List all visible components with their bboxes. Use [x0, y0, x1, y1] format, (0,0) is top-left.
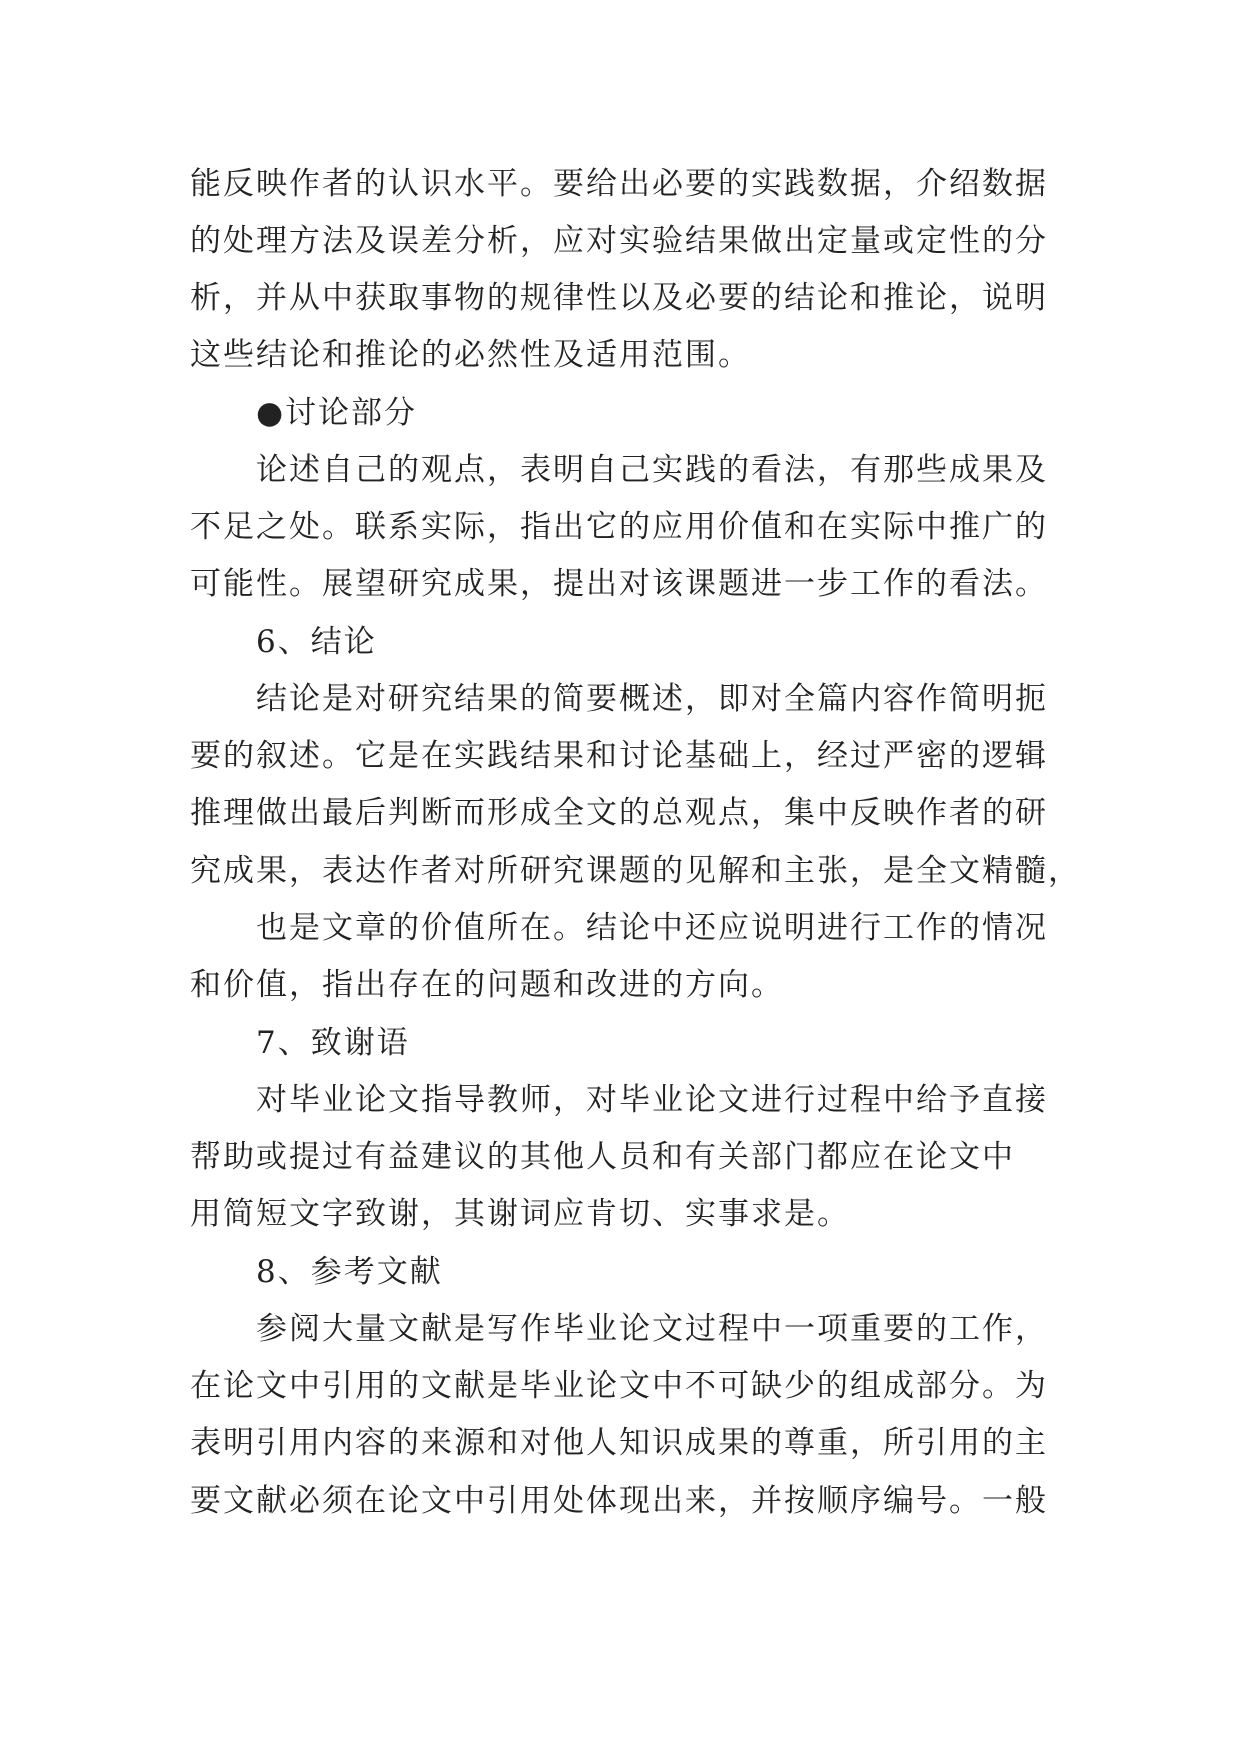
body-line: 不足之处。联系实际，指出它的应用价值和在实际中推广的 — [190, 509, 1048, 545]
body-line: 究成果，表达作者对所研究课题的见解和主张，是全文精髓， — [190, 853, 1081, 889]
section-heading-references: 8、参考文献 — [256, 1254, 443, 1290]
section-heading-conclusion: 6、结论 — [256, 624, 377, 660]
body-line: 用简短文字致谢，其谢词应肯切、实事求是。 — [190, 1196, 850, 1232]
body-line: 能反映作者的认识水平。要给出必要的实践数据，介绍数据 — [190, 166, 1048, 202]
body-line: 推理做出最后判断而形成全文的总观点，集中反映作者的研 — [190, 795, 1048, 831]
body-line: 在论文中引用的文献是毕业论文中不可缺少的组成部分。为 — [190, 1368, 1048, 1404]
section-heading-acknowledgement: 7、致谢语 — [256, 1025, 410, 1061]
body-line: 结论是对研究结果的简要概述，即对全篇内容作简明扼 — [256, 681, 1048, 717]
body-line: 和价值，指出存在的问题和改进的方向。 — [190, 967, 784, 1003]
body-line: 的处理方法及误差分析，应对实验结果做出定量或定性的分 — [190, 223, 1048, 259]
body-line: 表明引用内容的来源和对他人知识成果的尊重，所引用的主 — [190, 1425, 1048, 1461]
body-line: 论述自己的观点，表明自己实践的看法，有那些成果及 — [256, 452, 1048, 488]
body-line: 也是文章的价值所在。结论中还应说明进行工作的情况 — [256, 910, 1048, 946]
body-line: 这些结论和推论的必然性及适用范围。 — [190, 337, 751, 373]
body-line: 析，并从中获取事物的规律性以及必要的结论和推论，说明 — [190, 280, 1048, 316]
body-line: 帮助或提过有益建议的其他人员和有关部门都应在论文中 — [190, 1139, 1015, 1175]
body-line: 参阅大量文献是写作毕业论文过程中一项重要的工作， — [256, 1311, 1048, 1347]
body-line: 对毕业论文指导教师，对毕业论文进行过程中给予直接 — [256, 1082, 1048, 1118]
body-line: 要文献必须在论文中引用处体现出来，并按顺序编号。一般 — [190, 1483, 1048, 1519]
body-line: 可能性。展望研究成果，提出对该课题进一步工作的看法。 — [190, 566, 1048, 602]
section-heading-discussion: ●讨论部分 — [256, 395, 418, 431]
body-line: 要的叙述。它是在实践结果和讨论基础上，经过严密的逻辑 — [190, 738, 1048, 774]
